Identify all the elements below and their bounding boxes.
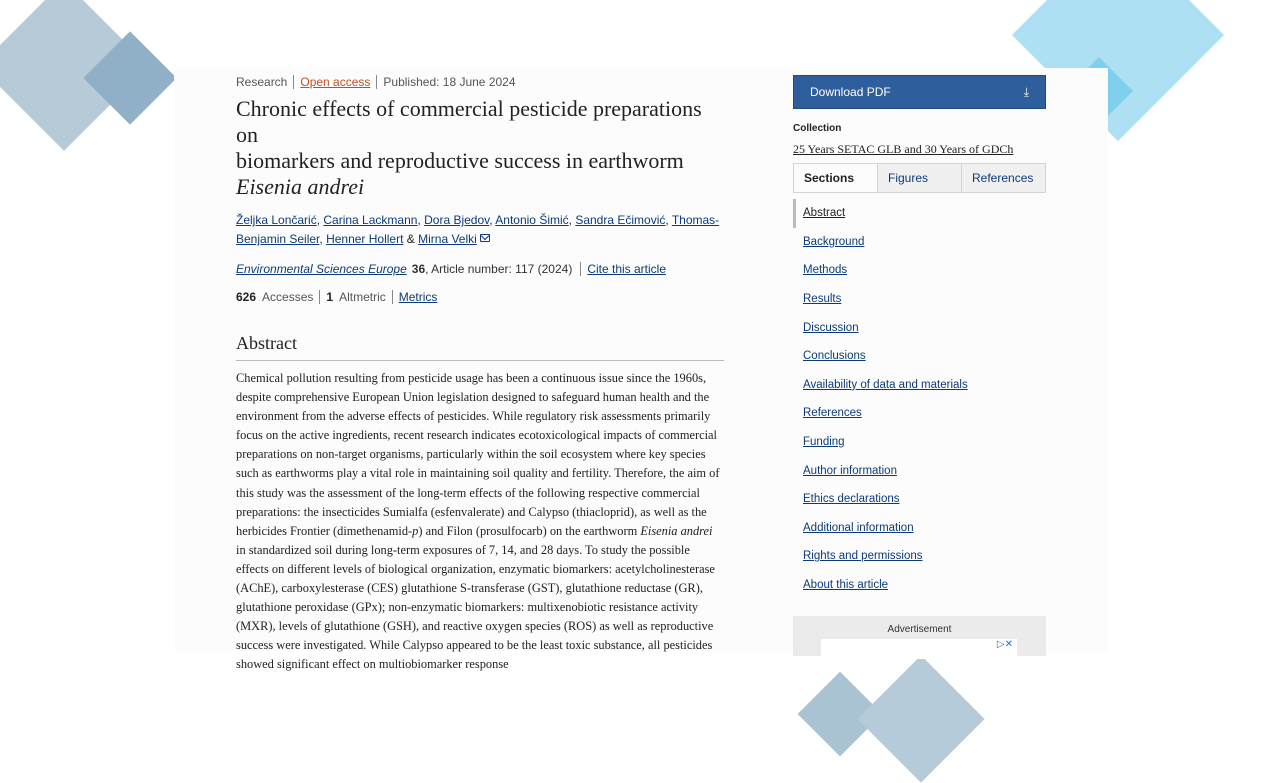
title-line: biomarkers and reproductive success in earthworm [236, 148, 684, 173]
section-link-conclusions[interactable]: Conclusions [803, 350, 866, 363]
author-link[interactable]: Dora Bjedov [424, 213, 490, 227]
altmetric-label: Altmetric [339, 290, 386, 304]
author-separator: , [417, 213, 425, 227]
altmetric-count: 1 [326, 290, 334, 304]
title-species: Eisenia andrei [236, 174, 365, 199]
download-pdf-label: Download PDF [810, 85, 891, 99]
accesses-count: 626 [236, 290, 257, 304]
sidebar-tabs [793, 163, 1046, 193]
author-separator: , [316, 213, 324, 227]
journal-volume: 36 [411, 262, 426, 276]
article-number: , Article number: 117 (2024) [425, 262, 573, 276]
article-page [174, 68, 1108, 672]
section-link-author-information[interactable]: Author information [803, 464, 897, 477]
tab-figures[interactable]: Figures [877, 164, 961, 192]
advertisement-frame[interactable] [821, 639, 1017, 659]
section-link-about[interactable]: About this article [803, 579, 889, 592]
section-link-funding[interactable]: Funding [803, 436, 845, 449]
section-link-rights[interactable]: Rights and permissions [803, 550, 923, 563]
advertisement-label: Advertisement [887, 624, 952, 636]
section-link-methods[interactable]: Methods [803, 264, 848, 277]
divider [319, 290, 320, 304]
abstract-text: Chemical pollution resulting from pesticide usage has been a continuous issue since the 1960s, despite comprehensive European Union legislation designed to safeguard human health and the environment from the adverse effects of pesticides. While regulatory risk assessments primarily focus on the active ingredients, recent research indicates ecotoxicological impacts of commercial preparations on non-target organisms, particularly within the soil ecosystem where key species such as earthworms play a vital role in maintaining soil quality and fertility. Therefore, the aim of this study was the assessment of the long-term effects of the following respective commercial preparations: the insecticides Sumialfa (esfenvalerate) and Calypso (thiacloprid), as well as the herbicides Frontier (dimethenamid-p) and Filon (prosulfocarb) on the earthworm Eisenia andrei in standardized soil during long-term exposures of 7, 14, and 28 days. To study the possible effects on different levels of biological organization, enzymatic biomarkers: acetylcholinesterase (AChE), carboxylesterase (CES) glutathione S-transferase (GST), glutathione reductase (GR), glutathione peroxidase (GPx); non-enzymatic biomarkers: multixenobiotic resistance activity (MXR), levels of glutathione (GSH), and reactive oxygen species (ROS) as well as reproductive success were investigated. While Calypso appeared to be the least toxic substance, all pesticides showed significant effect on multiobiomarker response [236, 371, 720, 672]
section-link-availability[interactable]: Availability of data and materials [803, 378, 968, 391]
section-link-references[interactable]: References [803, 407, 862, 420]
collection-link[interactable]: 25 Years SETAC GLB and 30 Years of GDCh [793, 142, 1014, 156]
divider [392, 290, 393, 304]
tab-sections[interactable]: Sections [794, 164, 877, 192]
divider [580, 262, 581, 276]
collection-label: Collection [793, 123, 842, 134]
section-link-additional-information[interactable]: Additional information [803, 521, 914, 534]
download-icon: ⤓ [1023, 84, 1029, 99]
author-separator: , [489, 213, 496, 227]
article-main [236, 74, 724, 675]
abstract-heading: Abstract [236, 333, 724, 361]
author-link[interactable]: Antonio Šimić [495, 213, 569, 227]
author-list [236, 211, 724, 249]
article-sidebar [793, 75, 1046, 656]
title-line: Chronic effects of commercial pesticide preparations on [236, 96, 702, 147]
section-link-discussion[interactable]: Discussion [803, 321, 859, 334]
author-separator: & [403, 232, 419, 246]
section-link-ethics[interactable]: Ethics declarations [803, 493, 900, 506]
accesses-label: Accesses [262, 290, 314, 304]
article-type: Research [236, 75, 288, 89]
author-separator: , [568, 213, 576, 227]
open-access-link[interactable]: Open access [300, 75, 371, 89]
citation-line [236, 262, 724, 276]
author-separator: , [665, 213, 672, 227]
section-link-background[interactable]: Background [803, 235, 865, 248]
article-metrics [236, 290, 724, 304]
divider [376, 75, 377, 89]
metrics-link[interactable]: Metrics [398, 290, 438, 304]
author-link[interactable]: Sandra Ečimović [575, 213, 666, 227]
tab-references[interactable]: References [961, 164, 1045, 192]
author-separator: , [319, 232, 327, 246]
download-pdf-button[interactable] [793, 75, 1046, 109]
journal-link[interactable]: Environmental Sciences Europe [236, 262, 407, 276]
section-nav [793, 199, 1046, 599]
advertisement-box [793, 616, 1046, 656]
author-link[interactable]: Thomas-Benjamin Seiler [236, 213, 720, 246]
author-link[interactable]: Henner Hollert [326, 232, 404, 246]
author-link[interactable]: Mirna Velki [418, 232, 477, 246]
author-link[interactable]: Carina Lackmann [323, 213, 418, 227]
published-date: Published: 18 June 2024 [383, 75, 516, 89]
decorative-shape [857, 655, 984, 782]
divider [293, 75, 294, 89]
cite-article-link[interactable]: Cite this article [587, 262, 667, 276]
article-title [236, 96, 724, 200]
close-icon[interactable]: ▷✕ [996, 639, 1013, 651]
section-link-abstract[interactable]: Abstract [793, 199, 1046, 228]
mail-icon[interactable] [480, 234, 490, 242]
author-link[interactable]: Željka Lončarić [236, 213, 317, 227]
article-meta [236, 74, 724, 90]
section-link-results[interactable]: Results [803, 293, 842, 306]
